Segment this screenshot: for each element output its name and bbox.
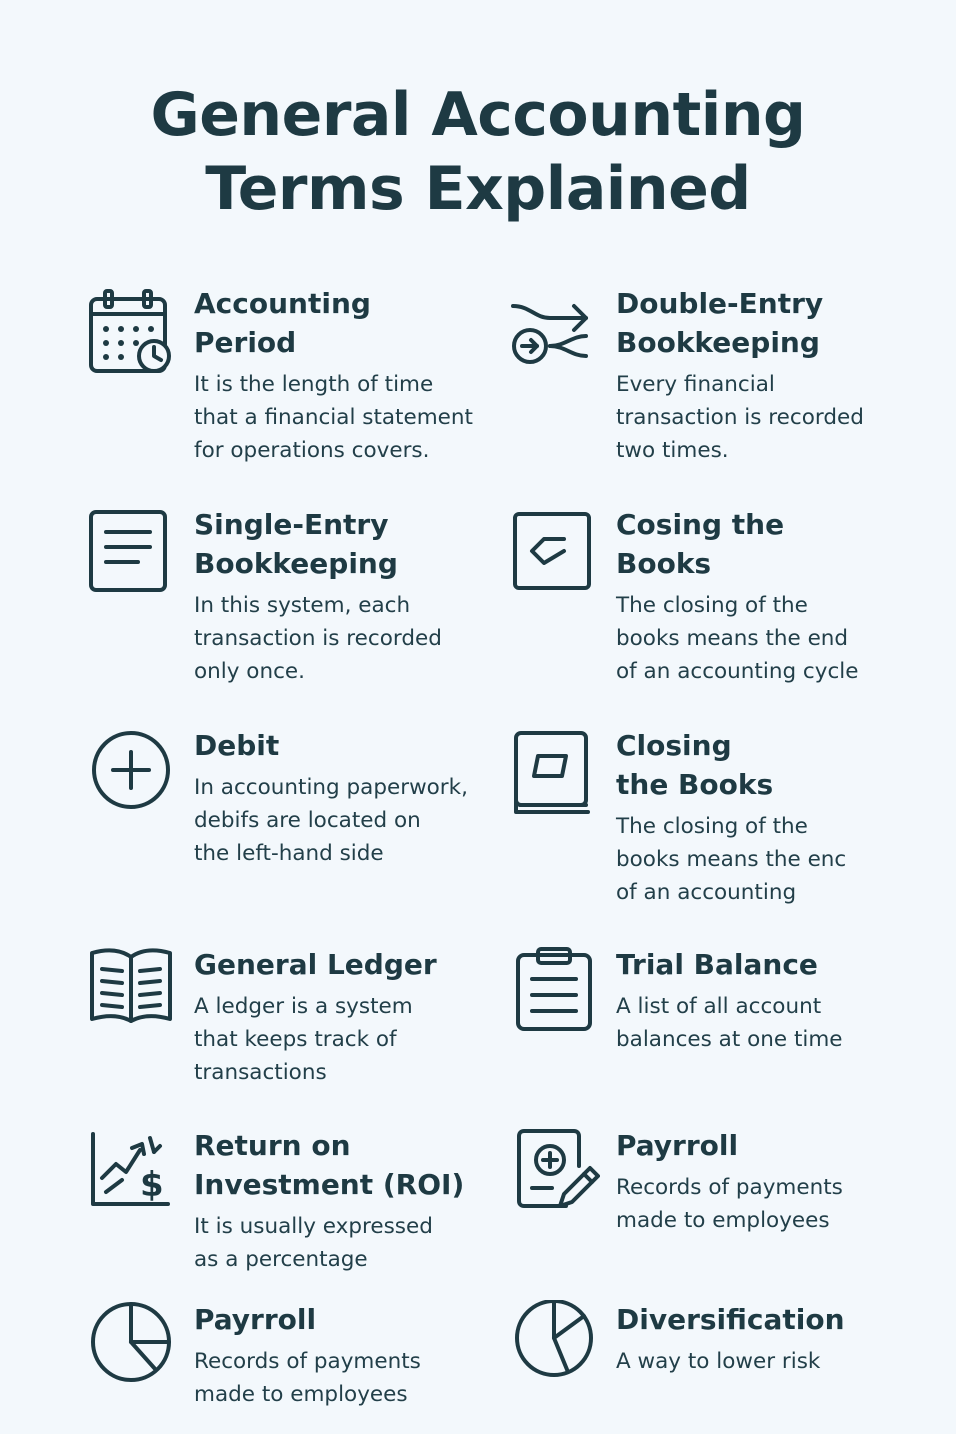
term-title: Diversification [616,1303,845,1336]
pie-chart-segment-icon [510,1300,600,1390]
term-description: Records of payments made to employees [616,1175,843,1233]
term-description: In this system, each transaction is recorded only once. [194,593,442,684]
arrows-transfer-icon [510,284,600,374]
checkbox-icon [510,505,600,595]
term-title: Payrroll [616,1129,739,1162]
page-title-line-1: General Accounting [150,80,806,150]
term-description: Every financial transaction is recorded two times. [616,372,864,463]
term-title: Trial Balance [616,948,818,981]
term-description: A list of all account balances at one time [616,994,843,1052]
term-title: Accounting Period [194,287,371,359]
svg-text:$: $ [140,1165,164,1205]
term-description: It is usually expressed as a percentage [194,1214,433,1272]
term-title: Double-Entry Bookkeeping [616,287,824,359]
calendar-clock-icon [88,284,178,374]
term-title: General Ledger [194,948,437,981]
term-title: Return on Investment (ROI) [194,1129,465,1201]
document-lines-icon [88,505,178,595]
term-description: A ledger is a system that keeps track of transactions [194,994,413,1085]
clipboard-icon [510,945,600,1035]
term-description: In accounting paperwork, debifs are located on the left-hand side [194,775,468,866]
term-description: A way to lower risk [616,1349,821,1374]
term-title: Closing the Books [616,729,774,801]
growth-chart-dollar-icon [88,1126,178,1216]
term-title: Single-Entry Bookkeeping [194,508,398,580]
open-ledger-icon [88,945,178,1035]
term-description: The closing of the books means the end of an accounting cycle [616,593,859,684]
term-description: Records of payments made to employees [194,1349,421,1407]
book-icon [510,726,600,816]
term-title: Cosing the Books [616,508,785,580]
term-description: The closing of the books means the enc of an accounting [616,814,847,905]
plus-circle-icon [88,726,178,816]
document-pencil-icon [510,1126,600,1216]
page-title-line-2: Terms Explained [205,154,751,224]
term-title: Payrroll [194,1303,317,1336]
page-title [0,78,956,226]
pie-chart-icon [88,1300,178,1390]
term-description: It is the length of time that a financial statement for operations covers. [194,372,473,463]
term-title: Debit [194,729,280,762]
